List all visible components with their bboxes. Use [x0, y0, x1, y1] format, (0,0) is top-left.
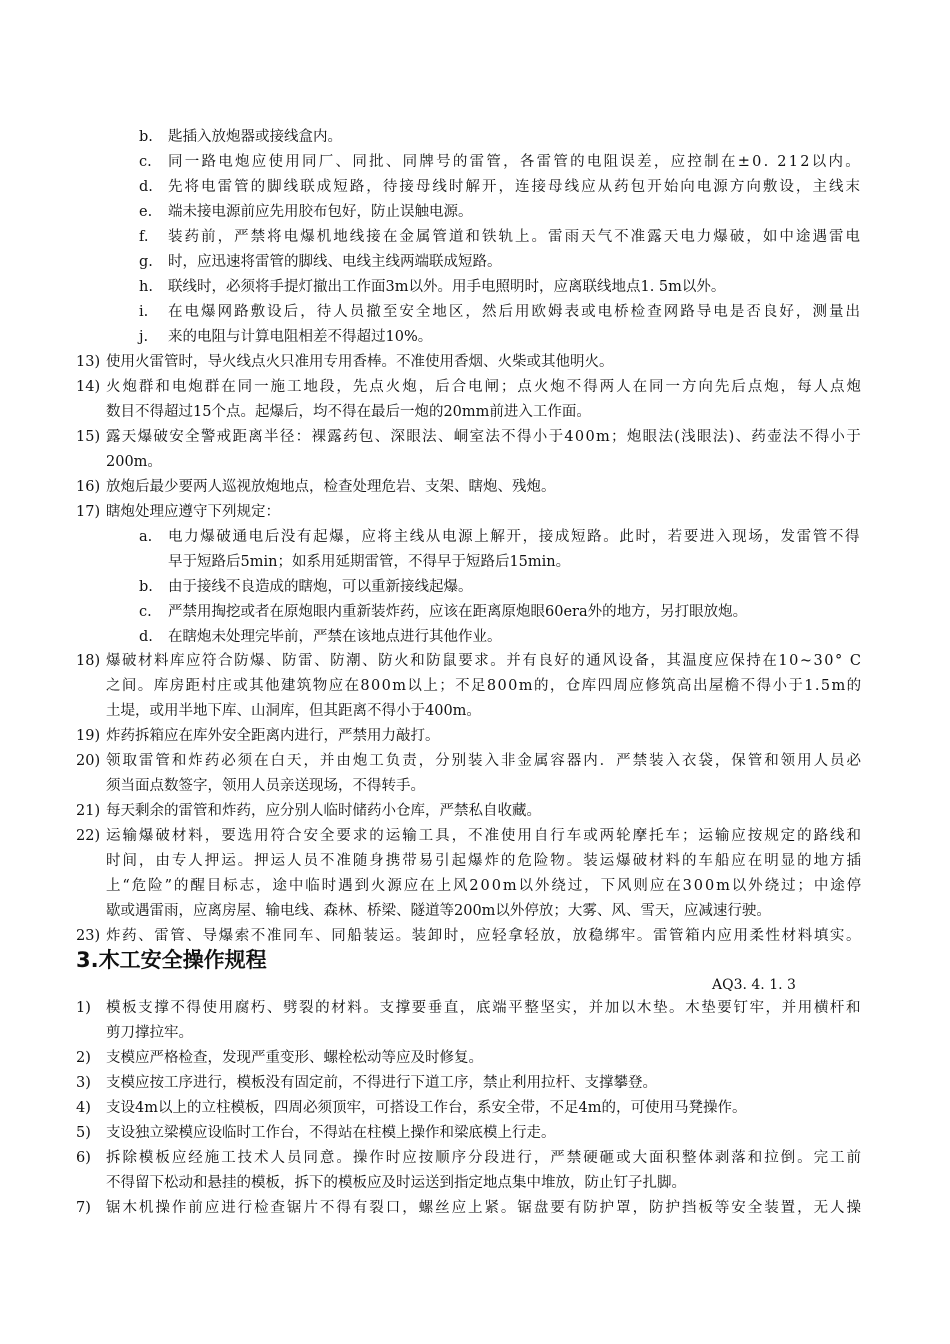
sub-item-text: 联线时，必须将手提灯撤出工作面3m以外。用手电照明时，应离联线地点1. 5m以外。: [168, 279, 726, 295]
list-item-text: 火炮群和电炮群在同一施工地段，先点火炮，后合电闸；点火炮不得两人在同一方向先后点炮，每人点炮: [106, 379, 863, 395]
sub-item-text: 来的电阻与计算电阻相差不得超过10%。: [168, 329, 433, 345]
sub-item-marker: j.: [139, 329, 149, 345]
list-item-text: 剪刀撑拉牢。: [106, 1025, 193, 1041]
sub-item-text: 匙插入放炮器或接线盒内。: [168, 129, 342, 145]
list-item-text: 每天剩余的雷管和炸药，应分别人临时储药小仓库，严禁私自收藏。: [106, 803, 541, 819]
list-item-text: 土堤，或用半地下库、山洞库，但其距离不得小于400m。: [106, 703, 481, 719]
sub-item-marker: h.: [139, 279, 153, 295]
list-item-text: 锯木机操作前应进行检查锯片不得有裂口，螺丝应上紧。锯盘要有防护罩，防护挡板等安全装置，无人操: [106, 1200, 863, 1216]
sub-item-text: 端未接电源前应先用胶布包好，防止误触电源。: [168, 204, 473, 220]
list-item-text: 模板支撑不得使用腐朽、劈裂的材料。支撑要垂直，底端平整坚实，并加以木垫。木垫要钉牢，并用横杆和: [106, 1000, 863, 1016]
list-item-text: 须当面点数签字，领用人员亲送现场，不得转手。: [106, 778, 425, 794]
list-item-text: 时间，由专人押运。押运人员不准随身携带易引起爆炸的危险物。装运爆破材料的车船应在明显的地方插: [106, 853, 863, 869]
list-item-text: 数目不得超过15个点。起爆后，均不得在最后一炮的20mm前进入工作面。: [106, 404, 591, 420]
list-item-number: 15): [76, 429, 101, 445]
list-item-number: 23): [76, 928, 101, 944]
list-item-text: 不得留下松动和悬挂的模板，拆下的模板应及时运送到指定地点集中堆放，防止钉子扎脚。: [106, 1175, 686, 1191]
list-item-number: 6): [76, 1150, 91, 1166]
list-item-number: 2): [76, 1050, 91, 1066]
list-item-number: 7): [76, 1200, 91, 1216]
sub-item-marker: d.: [139, 629, 153, 645]
list-item-number: 13): [76, 354, 101, 370]
sub-item-marker: b.: [139, 129, 153, 145]
list-item-text: 炸药拆箱应在库外安全距离内进行，严禁用力敲打。: [106, 728, 440, 744]
list-item-text: 支模应按工序进行，模板没有固定前，不得进行下道工序，禁止利用拉杆、支撑攀登。: [106, 1075, 657, 1091]
list-item-number: 22): [76, 828, 101, 844]
sub-item-marker: b.: [139, 579, 153, 595]
list-item-number: 1): [76, 1000, 91, 1016]
list-item-text: 拆除模板应经施工技术人员同意。操作时应按顺序分段进行，严禁硬砸或大面积整体剥落和拉倒。完工前: [106, 1150, 863, 1166]
list-item-text: 运输爆破材料，要选用符合安全要求的运输工具，不准使用自行车或两轮摩托车；运输应按规定的路线和: [106, 828, 863, 844]
sub-item-text: 在瞎炮未处理完毕前，严禁在该地点进行其他作业。: [168, 629, 502, 645]
list-item-text: 歇或遇雷雨，应离房屋、输电线、森林、桥梁、隧道等200m以外停放；大雾、风、雪天，应减速行驶。: [106, 903, 771, 919]
sub-item-marker: g.: [139, 254, 153, 270]
sub-item-text: 先将电雷管的脚线联成短路，待接母线时解开，连接母线应从药包开始向电源方向敷设，主线末: [168, 179, 863, 195]
sub-item-text: 电力爆破通电后没有起爆，应将主线从电源上解开，接成短路。此时，若要进入现场，发雷管不得: [168, 529, 862, 545]
list-item-text: 露天爆破安全警戒距离半径：裸露药包、深眼法、峒室法不得小于400m；炮眼法(浅眼法)、药壶法不得小于: [106, 429, 863, 445]
list-item-text: 200m。: [106, 454, 162, 470]
sub-item-marker: c.: [139, 154, 152, 170]
sub-item-marker: f.: [139, 229, 149, 245]
list-item-text: 瞎炮处理应遵守下列规定：: [106, 504, 280, 520]
sub-item-text: 早于短路后5min；如系用延期雷管，不得早于短路后15min。: [168, 554, 571, 570]
sub-item-marker: d.: [139, 179, 153, 195]
list-item-number: 5): [76, 1125, 91, 1141]
list-item-number: 19): [76, 728, 101, 744]
sub-item-marker: a.: [139, 529, 153, 545]
sub-item-text: 时，应迅速将雷管的脚线、电线主线两端联成短路。: [168, 254, 502, 270]
list-item-text: 之间。库房距村庄或其他建筑物应在800m以上；不足800m的，仓库四周应修筑高出屋檐不得小于1.5m的: [106, 678, 863, 694]
sub-item-marker: i.: [139, 304, 149, 320]
list-item-number: 20): [76, 753, 101, 769]
list-item-number: 14): [76, 379, 101, 395]
list-item-text: 支设独立梁模应设临时工作台，不得站在柱模上操作和梁底模上行走。: [106, 1125, 556, 1141]
list-item-number: 21): [76, 803, 101, 819]
sub-item-text: 同一路电炮应使用同厂、同批、同牌号的雷管，各雷管的电阻误差，应控制在±0. 212以内。: [168, 154, 863, 170]
list-item-text: 上“危险”的醒目标志，途中临时遇到火源应在上风200m以外绕过，下风则应在300m以外绕过；中途停: [106, 878, 864, 894]
list-item-text: 领取雷管和炸药必须在白天，并由炮工负责，分别装入非金属容器内．严禁装入衣袋，保管和领用人员必: [106, 753, 863, 769]
list-item-number: 17): [76, 504, 101, 520]
list-item-number: 16): [76, 479, 101, 495]
sub-item-text: 在电爆网路敷设后，待人员撤至安全地区，然后用欧姆表或电桥检查网路导电是否良好，测量出: [168, 304, 863, 320]
sub-item-marker: c.: [139, 604, 152, 620]
sub-item-marker: e.: [139, 204, 153, 220]
section-heading: 3.木工安全操作规程: [76, 948, 267, 972]
list-item-text: 支模应严格检查，发现严重变形、螺栓松动等应及时修复。: [106, 1050, 483, 1066]
sub-item-text: 装药前，严禁将电爆机地线接在金属管道和铁轨上。雷雨天气不准露天电力爆破，如中途遇雷电: [168, 229, 863, 245]
list-item-text: 使用火雷管时，导火线点火只准用专用香棒。不准使用香烟、火柴或其他明火。: [106, 354, 614, 370]
section-code: AQ3. 4. 1. 3: [712, 977, 796, 993]
sub-item-text: 由于接线不良造成的瞎炮，可以重新接线起爆。: [168, 579, 473, 595]
list-item-number: 3): [76, 1075, 91, 1091]
list-item-number: 18): [76, 653, 101, 669]
list-item-text: 放炮后最少要两人巡视放炮地点，检查处理危岩、支架、瞎炮、残炮。: [106, 479, 556, 495]
list-item-text: 爆破材料库应符合防爆、防雷、防潮、防火和防鼠要求。并有良好的通风设备，其温度应保持在10~30° C: [106, 653, 863, 669]
sub-item-text: 严禁用掏挖或者在原炮眼内重新装炸药，应该在距离原炮眼60era外的地方，另打眼放炮。: [168, 604, 748, 620]
list-item-number: 4): [76, 1100, 91, 1116]
list-item-text: 支设4m以上的立柱模板，四周必须顶牢，可搭设工作台，系安全带，不足4m的，可使用马凳操作。: [106, 1100, 747, 1116]
list-item-text: 炸药、雷管、导爆索不准同车、同船装运。装卸时，应轻拿轻放，放稳绑牢。雷管箱内应用柔性材料填实。: [106, 928, 863, 944]
